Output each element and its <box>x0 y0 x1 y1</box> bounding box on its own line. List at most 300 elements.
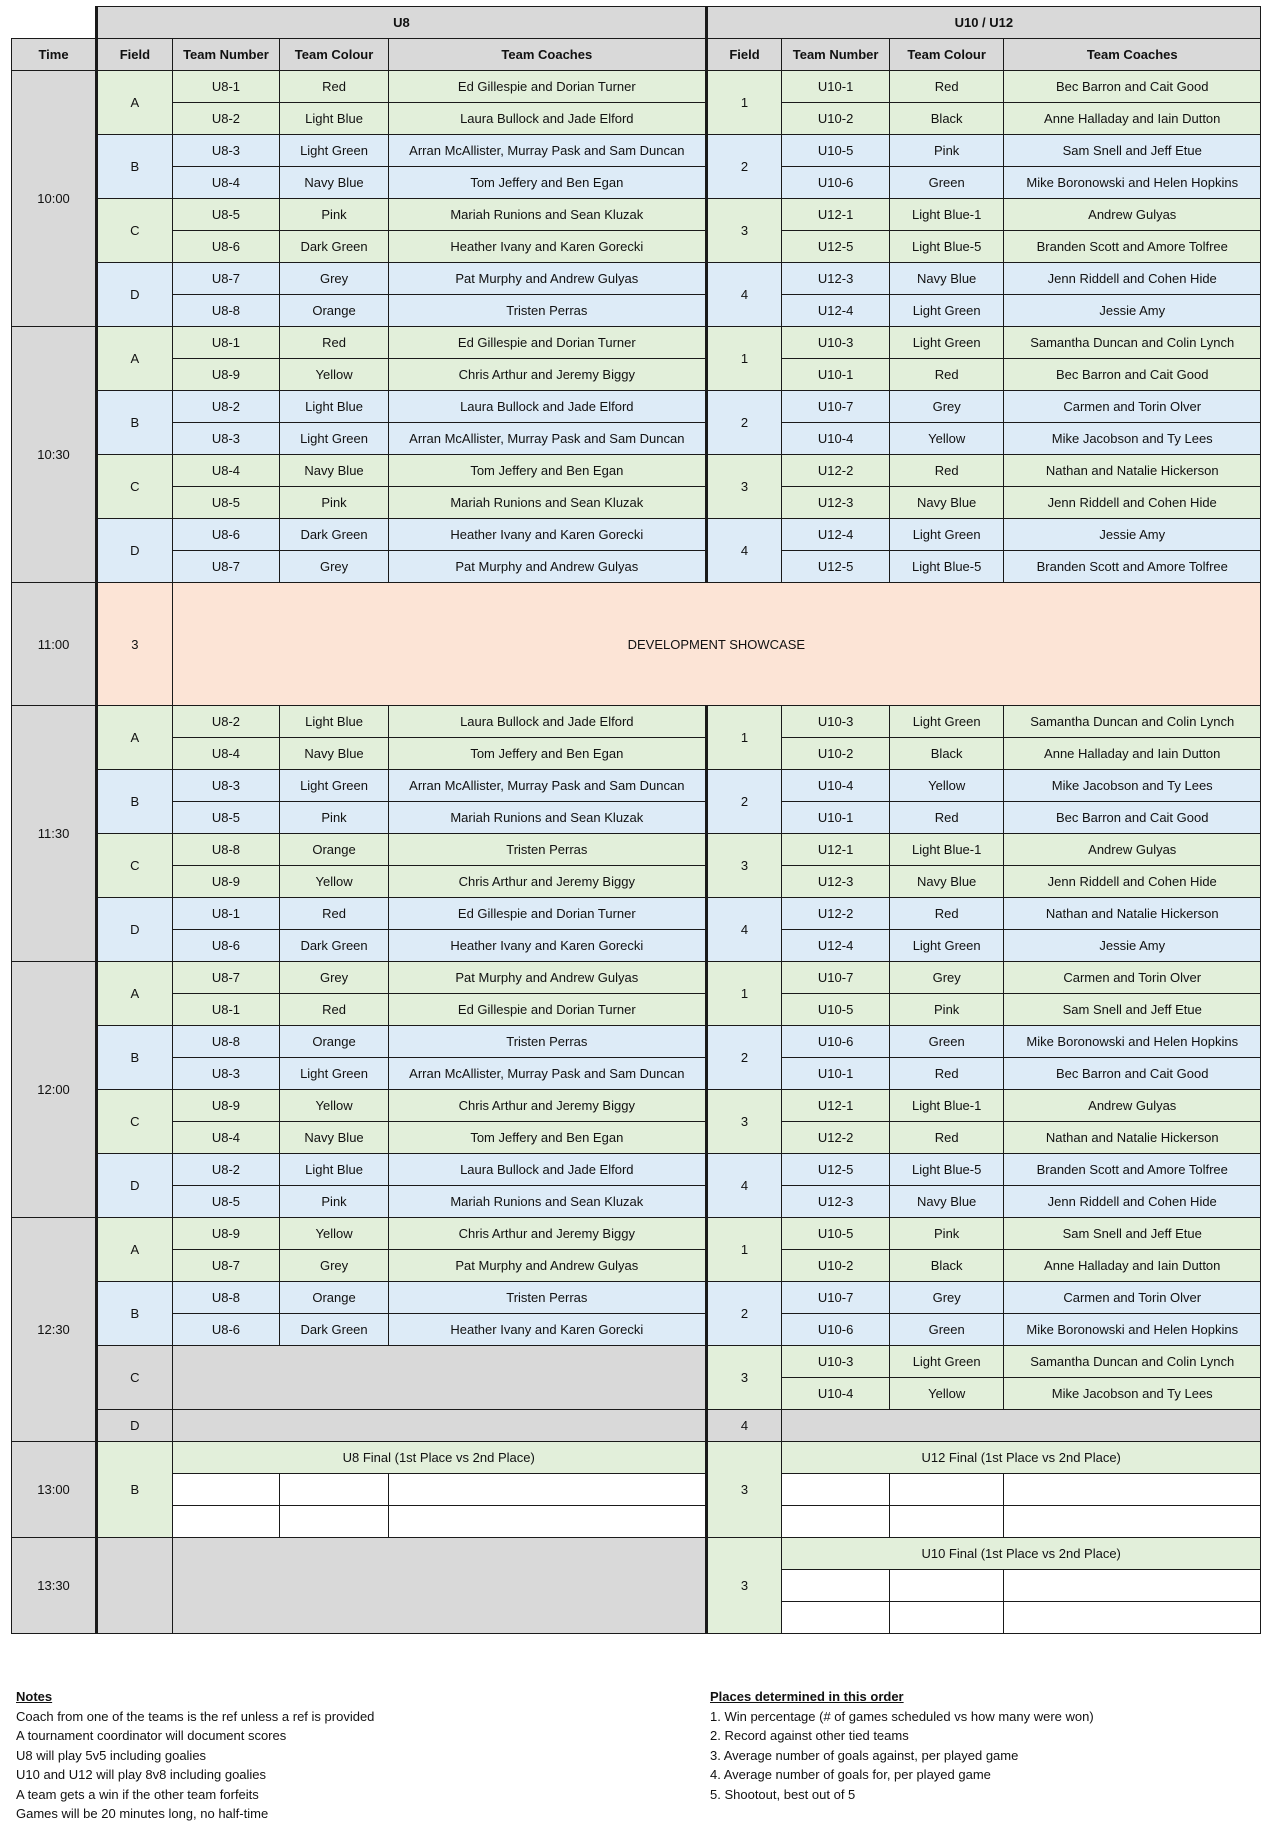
u12-team-coaches: Jenn Riddell and Cohen Hide <box>1004 1186 1261 1218</box>
u8-team-number: U8-2 <box>172 103 280 135</box>
u12-team-coaches: Mike Boronowski and Helen Hopkins <box>1004 167 1261 199</box>
u8-empty-cell <box>172 1410 706 1442</box>
table-row <box>12 199 1261 231</box>
u8-team-colour: Light Blue <box>280 1154 389 1186</box>
u12-team-coaches: Bec Barron and Cait Good <box>1004 71 1261 103</box>
u8-team-number: U8-7 <box>172 1250 280 1282</box>
u12-team-coaches: Jenn Riddell and Cohen Hide <box>1004 487 1261 519</box>
u8-team-coaches: Ed Gillespie and Dorian Turner <box>388 327 706 359</box>
u8-final-label: U8 Final (1st Place vs 2nd Place) <box>172 1442 706 1474</box>
u12-final-label: U10 Final (1st Place vs 2nd Place) <box>782 1538 1261 1570</box>
u12-team-coaches: Mike Boronowski and Helen Hopkins <box>1004 1026 1261 1058</box>
u12-team-colour: Pink <box>889 135 1004 167</box>
u12-team-number: U12-2 <box>782 455 890 487</box>
table-row <box>12 487 1261 519</box>
u12-team-number: U12-4 <box>782 519 890 551</box>
u12-team-coaches: Anne Halladay and Iain Dutton <box>1004 1250 1261 1282</box>
u12-team-colour: Yellow <box>889 423 1004 455</box>
u8-team-colour: Light Green <box>280 423 389 455</box>
u12-team-coaches: Jenn Riddell and Cohen Hide <box>1004 263 1261 295</box>
u8-team-coaches: Chris Arthur and Jeremy Biggy <box>388 866 706 898</box>
final-row <box>12 1538 1261 1570</box>
u12-team-coaches: Andrew Gulyas <box>1004 199 1261 231</box>
u8-team-number: U8-9 <box>172 359 280 391</box>
u8-team-coaches: Pat Murphy and Andrew Gulyas <box>388 551 706 583</box>
u12-team-colour: Light Green <box>889 519 1004 551</box>
u8-team-colour-header: Team Colour <box>280 39 389 71</box>
u8-team-colour: Red <box>280 327 389 359</box>
u12-team-number-header: Team Number <box>782 39 890 71</box>
u12-team-number: U10-6 <box>782 1026 890 1058</box>
u12-team-number: U10-7 <box>782 1282 890 1314</box>
u12-field-cell: 2 <box>706 1026 782 1090</box>
u12-team-number: U10-5 <box>782 994 890 1026</box>
table-row <box>12 834 1261 866</box>
table-row <box>12 1314 1261 1346</box>
u12-team-colour: Red <box>889 455 1004 487</box>
u12-final-team-coaches <box>1004 1474 1261 1506</box>
u8-team-number-header: Team Number <box>172 39 280 71</box>
u12-team-colour: Red <box>889 898 1004 930</box>
u12-team-number: U10-7 <box>782 962 890 994</box>
u12-team-colour: Grey <box>889 1282 1004 1314</box>
u8-team-number: U8-2 <box>172 1154 280 1186</box>
u12-team-number: U12-5 <box>782 231 890 263</box>
u8-team-colour: Pink <box>280 487 389 519</box>
u12-final-team-colour <box>889 1602 1004 1634</box>
u8-field-cell: D <box>97 263 173 327</box>
u8-field-cell: A <box>97 327 173 391</box>
places-section <box>710 1687 1250 1804</box>
u8-team-coaches: Arran McAllister, Murray Pask and Sam Duncan <box>388 423 706 455</box>
u12-team-colour: Red <box>889 1122 1004 1154</box>
table-row <box>12 994 1261 1026</box>
u8-field-cell: D <box>97 1410 173 1442</box>
u8-team-coaches: Heather Ivany and Karen Gorecki <box>388 930 706 962</box>
u12-team-colour: Light Blue-1 <box>889 199 1004 231</box>
u12-team-colour: Light Green <box>889 1346 1004 1378</box>
u8-team-colour: Dark Green <box>280 519 389 551</box>
u12-team-colour: Navy Blue <box>889 866 1004 898</box>
u10-u12-division-header: U10 / U12 <box>706 7 1260 39</box>
u8-team-number: U8-3 <box>172 423 280 455</box>
u12-team-number: U10-3 <box>782 1346 890 1378</box>
u8-team-number: U8-3 <box>172 1058 280 1090</box>
u8-team-number: U8-8 <box>172 1282 280 1314</box>
u12-team-colour: Light Blue-5 <box>889 231 1004 263</box>
u8-team-number: U8-1 <box>172 327 280 359</box>
u12-team-number: U12-3 <box>782 1186 890 1218</box>
u12-field-cell: 4 <box>706 1410 782 1442</box>
u8-team-coaches: Mariah Runions and Sean Kluzak <box>388 487 706 519</box>
final-row <box>12 1506 1261 1538</box>
u12-final-team-coaches <box>1004 1570 1261 1602</box>
u12-field-cell: 3 <box>706 199 782 263</box>
notes-section <box>16 1687 576 1824</box>
u12-team-colour: Light Green <box>889 295 1004 327</box>
u8-team-number: U8-1 <box>172 898 280 930</box>
u12-team-colour-header: Team Colour <box>889 39 1004 71</box>
u8-team-coaches: Tristen Perras <box>388 834 706 866</box>
table-row <box>12 71 1261 103</box>
u12-team-coaches: Bec Barron and Cait Good <box>1004 359 1261 391</box>
table-row <box>12 423 1261 455</box>
u12-team-colour: Navy Blue <box>889 487 1004 519</box>
u12-empty-cell <box>782 1410 1261 1442</box>
u8-team-coaches: Ed Gillespie and Dorian Turner <box>388 71 706 103</box>
time-slot: 11:30 <box>12 706 97 962</box>
u12-team-coaches: Carmen and Torin Olver <box>1004 962 1261 994</box>
u12-field-cell: 3 <box>706 455 782 519</box>
u8-team-coaches: Laura Bullock and Jade Elford <box>388 391 706 423</box>
table-row <box>12 1058 1261 1090</box>
u12-team-coaches: Mike Jacobson and Ty Lees <box>1004 1378 1261 1410</box>
u8-team-coaches: Laura Bullock and Jade Elford <box>388 103 706 135</box>
u8-team-colour: Light Blue <box>280 706 389 738</box>
u12-field-cell: 4 <box>706 1154 782 1218</box>
u8-team-colour: Yellow <box>280 1218 389 1250</box>
u8-field-cell: C <box>97 1346 173 1410</box>
u12-team-number: U10-1 <box>782 359 890 391</box>
u8-field-cell: B <box>97 135 173 199</box>
u12-field-cell: 2 <box>706 1282 782 1346</box>
u8-team-number: U8-2 <box>172 706 280 738</box>
u8-team-number: U8-7 <box>172 263 280 295</box>
time-slot: 11:00 <box>12 583 97 706</box>
u8-team-coaches: Arran McAllister, Murray Pask and Sam Duncan <box>388 135 706 167</box>
u12-team-colour: Black <box>889 103 1004 135</box>
u8-team-number: U8-8 <box>172 1026 280 1058</box>
showcase-label: DEVELOPMENT SHOWCASE <box>172 583 1260 706</box>
u12-team-coaches: Sam Snell and Jeff Etue <box>1004 135 1261 167</box>
time-slot: 13:00 <box>12 1442 97 1538</box>
u8-team-colour: Light Blue <box>280 391 389 423</box>
u12-team-coaches: Andrew Gulyas <box>1004 1090 1261 1122</box>
u8-field-cell: C <box>97 199 173 263</box>
u8-field-cell: C <box>97 834 173 898</box>
schedule-body <box>12 71 1261 1634</box>
u8-team-colour: Grey <box>280 962 389 994</box>
u8-team-coaches: Tom Jeffery and Ben Egan <box>388 1122 706 1154</box>
u12-team-coaches: Jenn Riddell and Cohen Hide <box>1004 866 1261 898</box>
u12-final-team-colour <box>889 1570 1004 1602</box>
u8-team-coaches: Laura Bullock and Jade Elford <box>388 706 706 738</box>
u12-team-number: U12-2 <box>782 1122 890 1154</box>
u8-team-number: U8-4 <box>172 738 280 770</box>
u8-team-coaches-header: Team Coaches <box>388 39 706 71</box>
u8-team-colour: Grey <box>280 1250 389 1282</box>
u12-team-coaches: Carmen and Torin Olver <box>1004 1282 1261 1314</box>
u8-team-number: U8-7 <box>172 551 280 583</box>
u8-field-cell: B <box>97 1282 173 1346</box>
table-row <box>12 263 1261 295</box>
u8-team-colour: Dark Green <box>280 231 389 263</box>
u12-final-team-coaches <box>1004 1602 1261 1634</box>
u12-team-colour: Grey <box>889 962 1004 994</box>
table-row <box>12 551 1261 583</box>
u8-team-coaches: Tristen Perras <box>388 1026 706 1058</box>
u12-team-colour: Navy Blue <box>889 263 1004 295</box>
u8-team-number: U8-6 <box>172 231 280 263</box>
u12-team-coaches: Bec Barron and Cait Good <box>1004 1058 1261 1090</box>
u8-team-colour: Navy Blue <box>280 167 389 199</box>
u12-team-number: U10-2 <box>782 1250 890 1282</box>
u12-team-coaches: Anne Halladay and Iain Dutton <box>1004 738 1261 770</box>
u12-team-number: U12-3 <box>782 263 890 295</box>
u12-team-coaches: Mike Jacobson and Ty Lees <box>1004 423 1261 455</box>
u12-field-cell: 4 <box>706 519 782 583</box>
u12-team-coaches: Jessie Amy <box>1004 519 1261 551</box>
u12-team-number: U10-4 <box>782 1378 890 1410</box>
table-row <box>12 327 1261 359</box>
u12-team-colour: Light Blue-5 <box>889 551 1004 583</box>
u12-team-colour: Light Green <box>889 327 1004 359</box>
u12-team-number: U10-1 <box>782 1058 890 1090</box>
u12-team-coaches: Bec Barron and Cait Good <box>1004 802 1261 834</box>
u12-team-number: U12-5 <box>782 551 890 583</box>
table-row <box>12 962 1261 994</box>
u8-team-colour: Light Green <box>280 135 389 167</box>
notes-line: A team gets a win if the other team forfeits <box>16 1786 259 1802</box>
u12-team-coaches: Branden Scott and Amore Tolfree <box>1004 1154 1261 1186</box>
u8-field-cell: B <box>97 391 173 455</box>
u8-team-colour: Yellow <box>280 359 389 391</box>
places-line: 4. Average number of goals for, per played game <box>710 1767 991 1782</box>
u8-team-coaches: Chris Arthur and Jeremy Biggy <box>388 1090 706 1122</box>
places-line: 3. Average number of goals against, per played game <box>710 1747 1019 1763</box>
u8-team-colour: Light Green <box>280 770 389 802</box>
u12-team-colour: Green <box>889 1314 1004 1346</box>
u12-team-number: U12-5 <box>782 1154 890 1186</box>
u12-final-label: U12 Final (1st Place vs 2nd Place) <box>782 1442 1261 1474</box>
u12-team-number: U12-2 <box>782 898 890 930</box>
u12-team-colour: Light Green <box>889 706 1004 738</box>
table-row <box>12 930 1261 962</box>
table-row <box>12 1218 1261 1250</box>
u8-team-colour: Dark Green <box>280 930 389 962</box>
u8-final-team-colour <box>280 1506 389 1538</box>
u8-team-colour: Orange <box>280 834 389 866</box>
corner-blank <box>12 7 97 39</box>
u8-team-coaches: Heather Ivany and Karen Gorecki <box>388 1314 706 1346</box>
u8-field-cell: A <box>97 706 173 770</box>
u8-team-coaches: Ed Gillespie and Dorian Turner <box>388 994 706 1026</box>
u12-final-team-colour <box>889 1506 1004 1538</box>
u12-field-cell: 2 <box>706 770 782 834</box>
u8-field-cell: A <box>97 71 173 135</box>
table-row <box>12 1026 1261 1058</box>
u12-team-number: U12-1 <box>782 1090 890 1122</box>
u8-final-team-number <box>172 1506 280 1538</box>
u12-team-number: U12-1 <box>782 199 890 231</box>
u12-team-coaches: Mike Jacobson and Ty Lees <box>1004 770 1261 802</box>
u12-team-number: U10-6 <box>782 1314 890 1346</box>
u8-field-cell: A <box>97 1218 173 1282</box>
notes-line: Coach from one of the teams is the ref unless a ref is provided <box>16 1708 375 1724</box>
u8-final-field <box>97 1538 173 1634</box>
time-slot: 12:00 <box>12 962 97 1218</box>
u12-team-number: U10-4 <box>782 770 890 802</box>
u12-field-cell: 3 <box>706 834 782 898</box>
u8-team-coaches: Heather Ivany and Karen Gorecki <box>388 231 706 263</box>
u8-team-coaches: Arran McAllister, Murray Pask and Sam Duncan <box>388 770 706 802</box>
table-row <box>12 866 1261 898</box>
u12-team-colour: Black <box>889 1250 1004 1282</box>
u12-field-cell: 1 <box>706 706 782 770</box>
table-row <box>12 898 1261 930</box>
u12-team-number: U10-3 <box>782 327 890 359</box>
notes-line: A tournament coordinator will document scores <box>16 1728 287 1743</box>
u12-team-number: U10-3 <box>782 706 890 738</box>
u12-team-coaches: Andrew Gulyas <box>1004 834 1261 866</box>
time-header: Time <box>12 39 97 71</box>
places-title: Places determined in this order <box>710 1689 904 1704</box>
u8-field-header: Field <box>97 39 173 71</box>
u8-team-number: U8-3 <box>172 770 280 802</box>
u12-field-cell: 4 <box>706 263 782 327</box>
u8-team-coaches: Pat Murphy and Andrew Gulyas <box>388 263 706 295</box>
table-row <box>12 231 1261 263</box>
u8-field-cell: D <box>97 898 173 962</box>
table-row <box>12 103 1261 135</box>
u8-team-colour: Pink <box>280 1186 389 1218</box>
u12-team-colour: Light Blue-1 <box>889 834 1004 866</box>
u12-team-coaches: Carmen and Torin Olver <box>1004 391 1261 423</box>
u12-team-number: U10-2 <box>782 738 890 770</box>
u8-team-coaches: Chris Arthur and Jeremy Biggy <box>388 1218 706 1250</box>
table-row <box>12 706 1261 738</box>
u12-team-number: U10-6 <box>782 167 890 199</box>
u8-team-coaches: Tristen Perras <box>388 1282 706 1314</box>
u12-field-cell: 1 <box>706 962 782 1026</box>
u12-team-number: U12-3 <box>782 487 890 519</box>
u12-team-colour: Yellow <box>889 770 1004 802</box>
table-row <box>12 455 1261 487</box>
u12-final-field: 3 <box>706 1442 782 1538</box>
u8-empty-cell <box>172 1538 706 1634</box>
u8-team-colour: Light Green <box>280 1058 389 1090</box>
u8-team-number: U8-2 <box>172 391 280 423</box>
table-row <box>12 738 1261 770</box>
u8-team-number: U8-6 <box>172 1314 280 1346</box>
u12-final-field: 3 <box>706 1538 782 1634</box>
u12-team-number: U10-5 <box>782 135 890 167</box>
u8-team-colour: Navy Blue <box>280 738 389 770</box>
places-line: 5. Shootout, best out of 5 <box>710 1786 856 1802</box>
u8-field-cell: D <box>97 1154 173 1218</box>
u12-team-colour: Grey <box>889 391 1004 423</box>
u8-team-number: U8-6 <box>172 519 280 551</box>
u8-final-team-coaches <box>388 1474 706 1506</box>
u8-final-field: B <box>97 1442 173 1538</box>
table-row <box>12 167 1261 199</box>
u8-team-colour: Navy Blue <box>280 455 389 487</box>
table-row <box>12 295 1261 327</box>
table-row <box>12 1090 1261 1122</box>
u12-field-cell: 1 <box>706 327 782 391</box>
u8-field-cell: D <box>97 519 173 583</box>
u8-team-number: U8-1 <box>172 71 280 103</box>
u8-team-number: U8-9 <box>172 866 280 898</box>
u12-team-number: U10-4 <box>782 423 890 455</box>
u12-team-coaches: Nathan and Natalie Hickerson <box>1004 1122 1261 1154</box>
table-row <box>12 519 1261 551</box>
u8-team-number: U8-1 <box>172 994 280 1026</box>
u12-team-colour: Red <box>889 802 1004 834</box>
u8-team-colour: Pink <box>280 802 389 834</box>
final-row <box>12 1442 1261 1474</box>
u12-team-colour: Green <box>889 167 1004 199</box>
u8-team-coaches: Mariah Runions and Sean Kluzak <box>388 802 706 834</box>
column-header-row <box>12 39 1261 71</box>
u8-team-colour: Navy Blue <box>280 1122 389 1154</box>
u8-team-number: U8-9 <box>172 1218 280 1250</box>
u8-team-coaches: Tristen Perras <box>388 295 706 327</box>
u12-team-coaches: Nathan and Natalie Hickerson <box>1004 455 1261 487</box>
u12-final-team-number <box>782 1506 890 1538</box>
u12-field-cell: 2 <box>706 391 782 455</box>
u8-team-coaches: Ed Gillespie and Dorian Turner <box>388 898 706 930</box>
u8-team-coaches: Mariah Runions and Sean Kluzak <box>388 199 706 231</box>
u8-field-cell: B <box>97 1026 173 1090</box>
u12-team-colour: Green <box>889 1026 1004 1058</box>
u8-team-colour: Yellow <box>280 866 389 898</box>
u8-field-cell: C <box>97 1090 173 1154</box>
u8-team-colour: Dark Green <box>280 1314 389 1346</box>
u8-team-colour: Yellow <box>280 1090 389 1122</box>
u12-field-cell: 1 <box>706 1218 782 1282</box>
u12-team-number: U10-2 <box>782 103 890 135</box>
u8-team-number: U8-5 <box>172 199 280 231</box>
u12-team-coaches: Samantha Duncan and Colin Lynch <box>1004 706 1261 738</box>
u12-team-number: U10-7 <box>782 391 890 423</box>
u12-team-colour: Red <box>889 359 1004 391</box>
u12-team-colour: Light Blue-5 <box>889 1154 1004 1186</box>
notes-line: U8 will play 5v5 including goalies <box>16 1747 207 1763</box>
u12-team-number: U12-4 <box>782 295 890 327</box>
u8-division-header: U8 <box>97 7 707 39</box>
u12-team-coaches: Branden Scott and Amore Tolfree <box>1004 551 1261 583</box>
u8-team-number: U8-7 <box>172 962 280 994</box>
notes-title: Notes <box>16 1689 53 1704</box>
u8-final-team-number <box>172 1474 280 1506</box>
u8-team-coaches: Chris Arthur and Jeremy Biggy <box>388 359 706 391</box>
u12-field-cell: 2 <box>706 135 782 199</box>
table-row <box>12 391 1261 423</box>
u12-team-number: U10-1 <box>782 802 890 834</box>
table-row <box>12 1282 1261 1314</box>
table-row <box>12 1346 1261 1378</box>
u8-team-coaches: Tom Jeffery and Ben Egan <box>388 455 706 487</box>
u12-team-coaches: Anne Halladay and Iain Dutton <box>1004 103 1261 135</box>
final-row <box>12 1474 1261 1506</box>
table-row <box>12 135 1261 167</box>
u12-team-coaches: Jessie Amy <box>1004 295 1261 327</box>
u12-team-colour: Pink <box>889 1218 1004 1250</box>
u8-field-cell: B <box>97 770 173 834</box>
u8-team-colour: Orange <box>280 295 389 327</box>
u8-team-colour: Pink <box>280 199 389 231</box>
u8-field-cell: A <box>97 962 173 1026</box>
u12-field-cell: 4 <box>706 898 782 962</box>
u8-team-coaches: Tom Jeffery and Ben Egan <box>388 738 706 770</box>
u12-team-colour: Red <box>889 1058 1004 1090</box>
u12-team-number: U10-5 <box>782 1218 890 1250</box>
table-row <box>12 1250 1261 1282</box>
u12-team-coaches: Sam Snell and Jeff Etue <box>1004 994 1261 1026</box>
time-slot: 12:30 <box>12 1218 97 1442</box>
u8-team-number: U8-4 <box>172 455 280 487</box>
